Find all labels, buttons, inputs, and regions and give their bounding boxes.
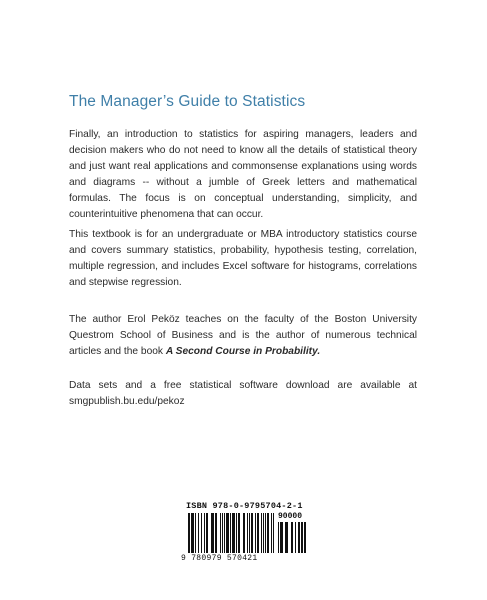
barcode-bar [188,513,190,553]
barcode-bar [201,513,202,553]
data-sets-paragraph: Data sets and a free statistical software download are available at smgpublish.bu.edu/pekoz [69,380,417,407]
description-paragraph: Finally, an introduction to statistics for aspiring managers, leaders and decision makers who do not need to know all the details of statistical theory and just want real applications and commonsense explanations using words and diagrams -- without a jumble of Greek letters and mathematical formulas. The focus is on conceptual understanding, simplicity, and counterintuitive phenomena that can occur. [69,129,417,220]
author-paragraph [69,312,417,360]
course-paragraph: This textbook is for an undergraduate or MBA introductory statistics course and covers summary statistics, probability, hypothesis testing, correlation, multiple regression, and includes Excel software for histograms, correlations and stepwise regression. [69,229,417,288]
price-code: 90000 [278,512,303,521]
barcode-bar [278,522,279,553]
barcode-bar [206,513,208,553]
barcode-bar [295,522,296,553]
barcode-bar [255,513,256,553]
barcode-bar [226,513,229,553]
barcode-bar [236,513,237,553]
barcode-bar [215,513,217,553]
barcode-bar [211,513,214,553]
barcode-bar [238,513,240,553]
barcode-bar [230,513,231,553]
barcode-bar [191,513,194,553]
barcode-bars [188,513,274,553]
page-title: The Manager’s Guide to Statistics [69,93,306,110]
barcode-bar [301,522,303,553]
barcode-bar [247,513,248,553]
barcode-bar [232,513,235,553]
barcode-bar [251,513,253,553]
barcode-bar [273,513,274,553]
isbn-label: ISBN 978-0-9795704-2-1 [186,501,303,511]
barcode-bar [220,513,221,553]
barcode-digits: 9 780979 570421 [181,554,258,563]
isbn-barcode [180,496,312,564]
book-reference: A Second Course in Probability. [165,345,321,357]
barcode-bar [261,513,262,553]
barcode-bar [263,513,264,553]
barcode-bar [298,522,300,553]
barcode-bar [285,522,288,553]
barcode-bar [222,513,223,553]
barcode-bar [204,513,205,553]
barcode-bar [249,513,250,553]
barcode-bar [265,513,266,553]
barcode-bar [257,513,259,553]
barcode-bar [280,522,283,553]
author-text: The author Erol Peköz teaches on the faculty of the Boston University Questrom School of Business and is the author of numerous technical articles and the book [69,314,417,357]
barcode-bar [271,513,272,553]
barcode-bar [198,513,199,553]
barcode-bar [195,513,196,553]
barcode-bar [243,513,245,553]
barcode-bar [291,522,293,553]
barcode-bar [304,522,306,553]
barcode-bar [267,513,269,553]
barcode-bar [224,513,225,553]
addon-barcode-bars [278,522,306,553]
